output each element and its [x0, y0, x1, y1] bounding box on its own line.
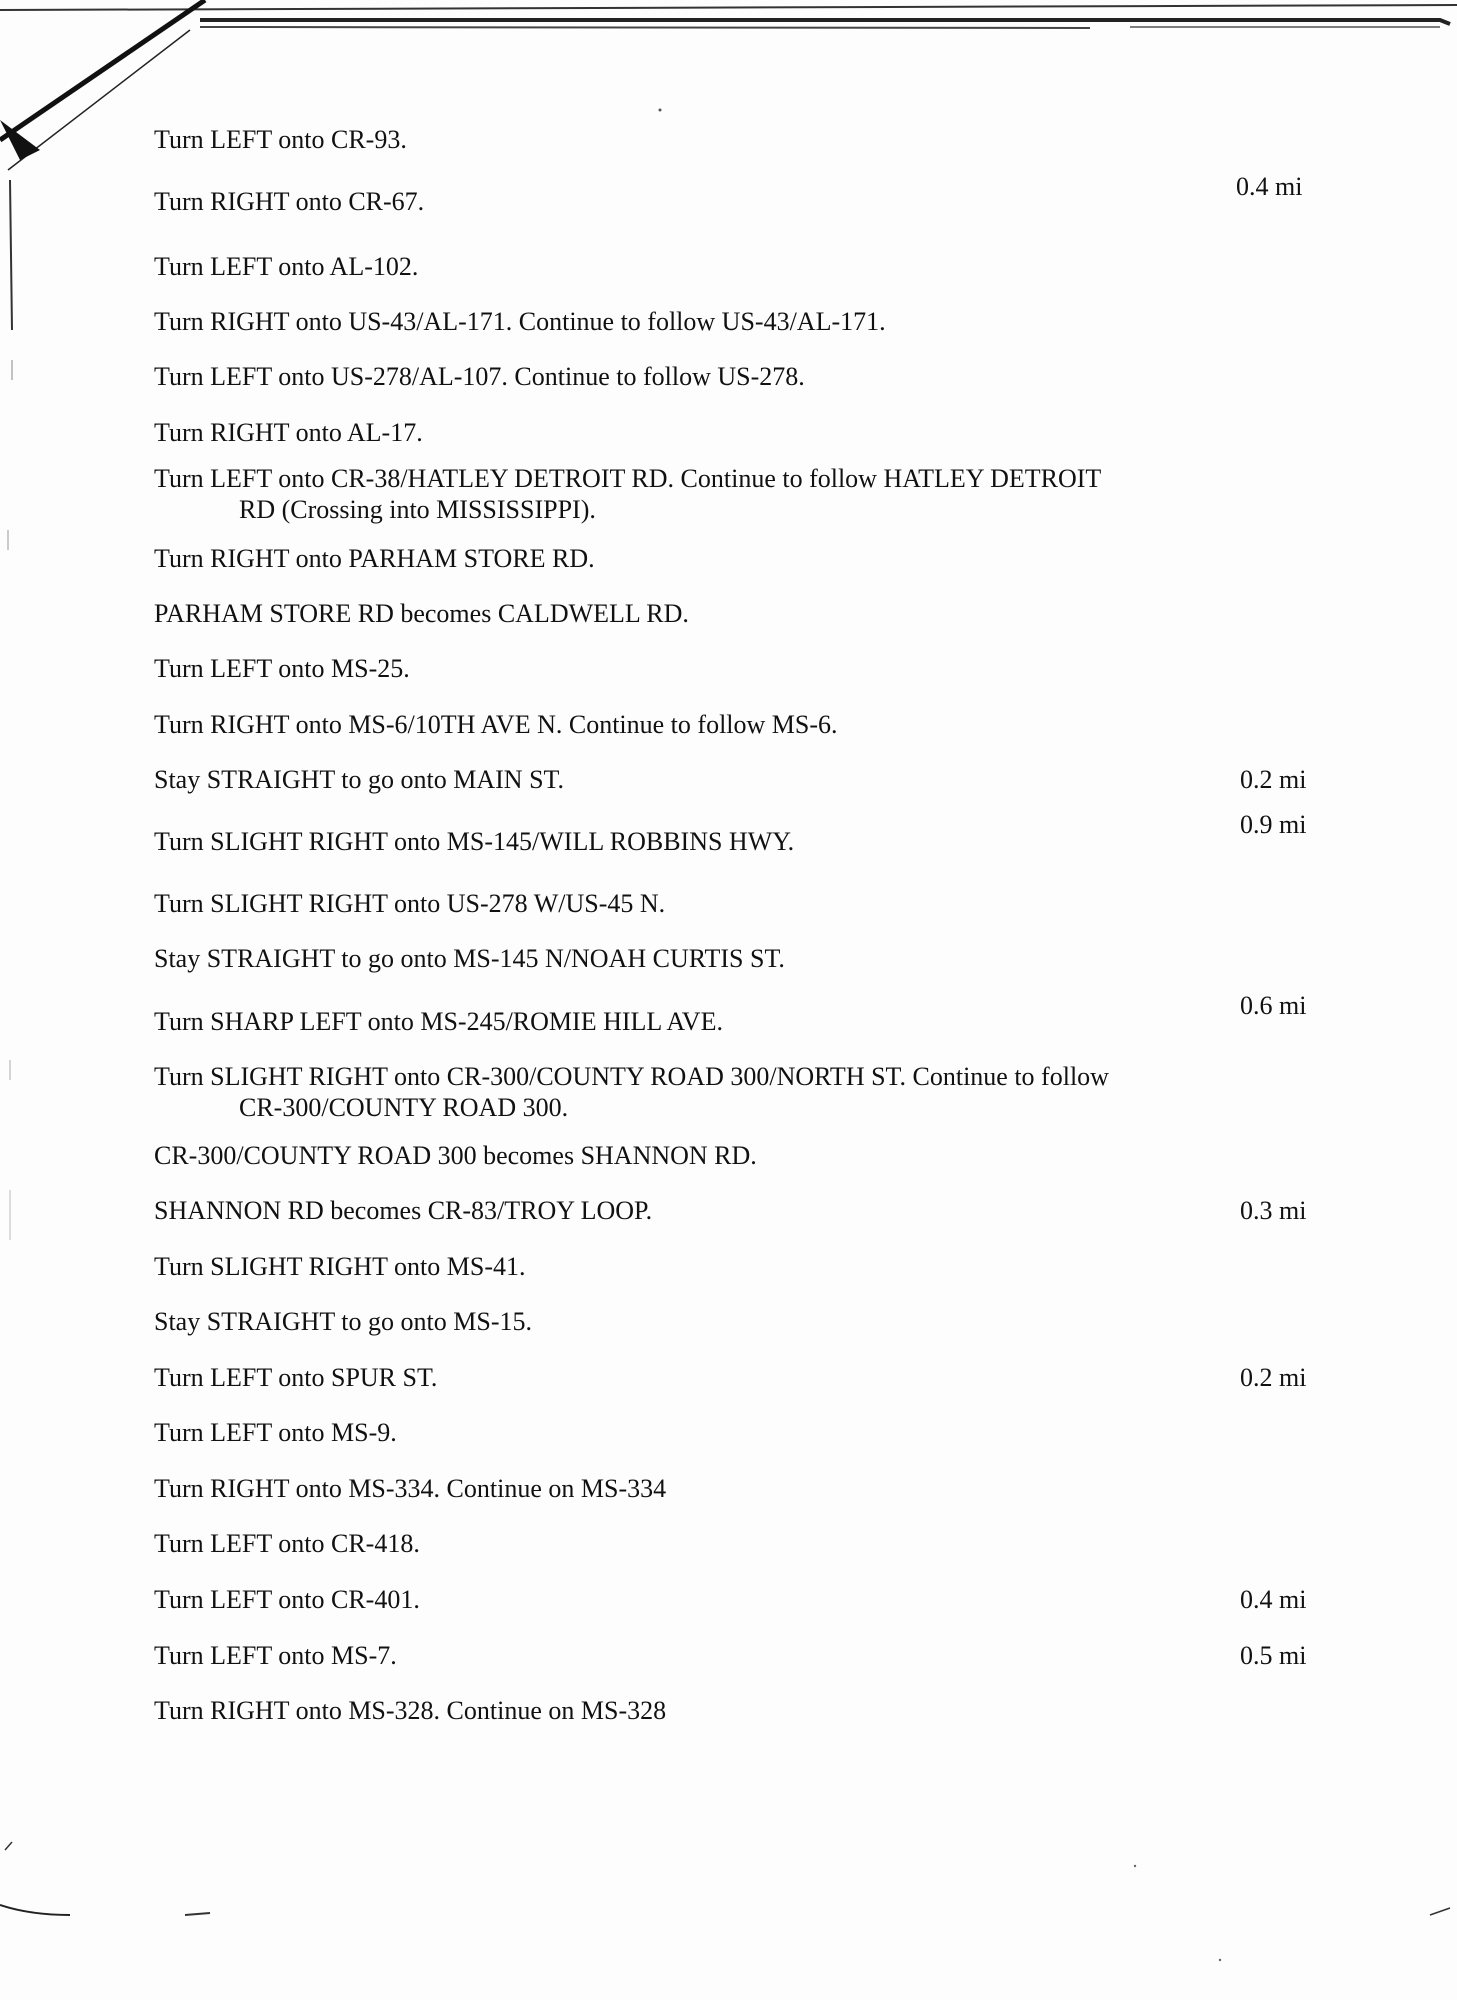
direction-step-multiline [154, 1061, 1254, 1123]
direction-step-line1: Turn SLIGHT RIGHT onto CR-300/COUNTY ROAD 300/NORTH ST. Continue to follow [154, 1062, 1109, 1091]
direction-step: Turn LEFT onto US-278/AL-107. Continue to follow US-278. [154, 362, 805, 391]
direction-step: Turn RIGHT onto CR-67. [154, 187, 425, 216]
direction-step: CR-300/COUNTY ROAD 300 becomes SHANNON RD. [154, 1141, 757, 1170]
direction-step: Stay STRAIGHT to go onto MS-15. [154, 1307, 532, 1336]
direction-step: Turn LEFT onto CR-418. [154, 1529, 420, 1558]
direction-step: Turn SHARP LEFT onto MS-245/ROMIE HILL AVE. [154, 1007, 723, 1036]
distance-label: 0.4 mi [1236, 172, 1303, 201]
distance-label: 0.4 mi [1240, 1585, 1307, 1614]
distance-label: 0.9 mi [1240, 810, 1307, 839]
direction-step: Turn RIGHT onto MS-334. Continue on MS-334 [154, 1474, 667, 1503]
distance-label: 0.3 mi [1240, 1196, 1307, 1225]
direction-step: Turn RIGHT onto MS-328. Continue on MS-328 [154, 1696, 667, 1725]
direction-step: Turn RIGHT onto US-43/AL-171. Continue to follow US-43/AL-171. [154, 307, 886, 336]
distance-label: 0.2 mi [1240, 1363, 1307, 1392]
direction-step: Stay STRAIGHT to go onto MS-145 N/NOAH CURTIS ST. [154, 944, 785, 973]
direction-step: Turn LEFT onto MS-7. [154, 1641, 397, 1670]
direction-step-line2: CR-300/COUNTY ROAD 300. [239, 1093, 569, 1122]
direction-step: PARHAM STORE RD becomes CALDWELL RD. [154, 599, 689, 628]
direction-step: Turn RIGHT onto MS-6/10TH AVE N. Continue to follow MS-6. [154, 710, 838, 739]
direction-step: Turn SLIGHT RIGHT onto MS-41. [154, 1252, 526, 1281]
direction-step: Turn LEFT onto CR-93. [154, 125, 407, 154]
distance-label: 0.6 mi [1240, 991, 1307, 1020]
direction-step-line1: Turn LEFT onto CR-38/HATLEY DETROIT RD. Continue to follow HATLEY DETROIT [154, 464, 1102, 493]
direction-step: Turn SLIGHT RIGHT onto MS-145/WILL ROBBINS HWY. [154, 827, 795, 856]
direction-step: Turn LEFT onto SPUR ST. [154, 1363, 438, 1392]
direction-step-multiline [154, 463, 1254, 525]
direction-step: Turn RIGHT onto AL-17. [154, 418, 423, 447]
direction-step: Turn LEFT onto MS-25. [154, 654, 410, 683]
direction-step: Turn RIGHT onto PARHAM STORE RD. [154, 544, 595, 573]
direction-step: Turn LEFT onto MS-9. [154, 1418, 397, 1447]
distance-label: 0.2 mi [1240, 765, 1307, 794]
direction-step: Turn LEFT onto CR-401. [154, 1585, 420, 1614]
direction-step: Turn LEFT onto AL-102. [154, 252, 419, 281]
distance-label: 0.5 mi [1240, 1641, 1307, 1670]
direction-step: Turn SLIGHT RIGHT onto US-278 W/US-45 N. [154, 889, 666, 918]
direction-step: Stay STRAIGHT to go onto MAIN ST. [154, 765, 564, 794]
direction-step-line2: RD (Crossing into MISSISSIPPI). [239, 495, 596, 524]
direction-step: SHANNON RD becomes CR-83/TROY LOOP. [154, 1196, 653, 1225]
